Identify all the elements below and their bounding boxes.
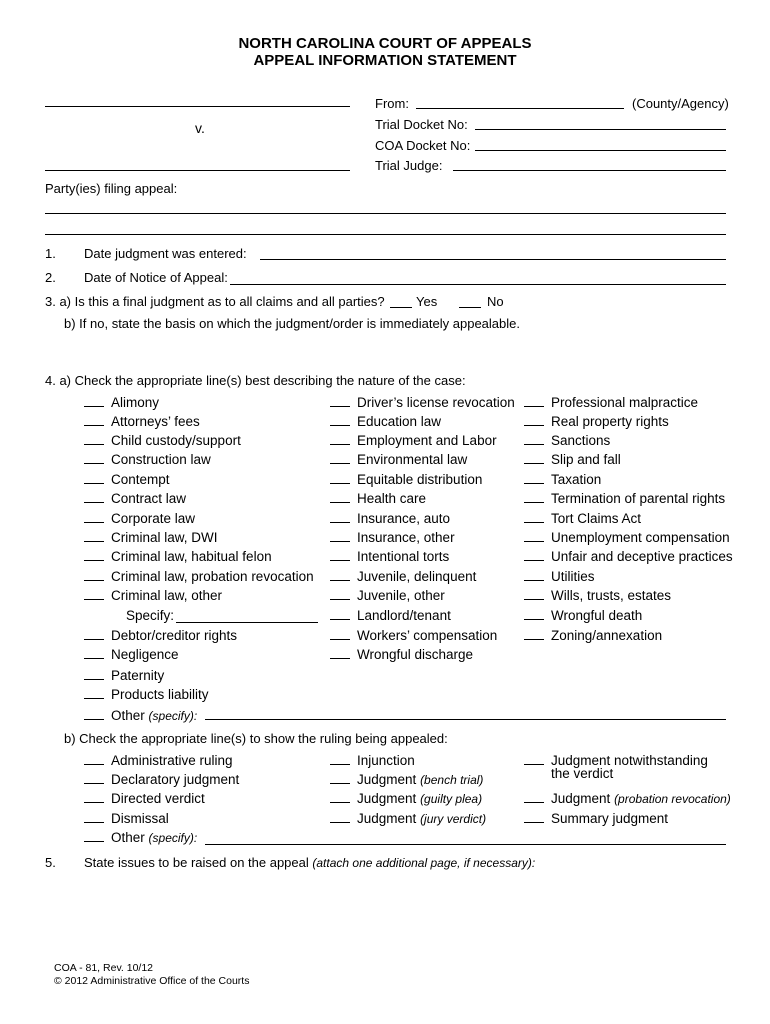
case-type-item[interactable]: Wills, trusts, estates [524,588,671,604]
specify-label: Specify: [126,608,175,623]
ruling-item[interactable]: Judgment (probation revocation) [524,791,731,807]
coa-docket-field[interactable] [475,150,726,151]
case-type-item[interactable]: Contempt [84,472,170,488]
case-type-item[interactable]: Environmental law [330,452,467,468]
ruling-item[interactable]: Judgment (bench trial) [330,772,483,788]
case-type-item[interactable]: Insurance, auto [330,511,450,527]
case-type-item[interactable]: Negligence [84,647,179,663]
q5-number: 5. [45,855,56,870]
parties-label: Party(ies) filing appeal: [45,181,178,196]
case-type-item[interactable]: Workers’ compensation [330,628,497,644]
q2-number: 2. [45,270,56,285]
q2-label: Date of Notice of Appeal: [84,270,228,285]
coa-docket-label: COA Docket No: [375,138,471,153]
yes-blank[interactable] [390,307,412,308]
no-blank[interactable] [459,307,481,308]
ruling-other-field[interactable] [205,844,726,845]
case-type-item[interactable]: Paternity [84,668,164,684]
case-type-item[interactable]: Insurance, other [330,530,455,546]
ruling-item[interactable]: Declaratory judgment [84,772,239,788]
from-label: From: [375,96,409,111]
ruling-item[interactable]: Judgment (guilty plea) [330,791,482,807]
case-type-item[interactable]: Tort Claims Act [524,511,641,527]
date-notice-field[interactable] [230,284,726,285]
versus-label: v. [195,120,205,136]
case-type-item[interactable]: Criminal law, probation revocation [84,569,314,585]
q4a-label: 4. a) Check the appropriate line(s) best describing the nature of the case: [45,373,466,388]
case-type-item[interactable]: Wrongful death [524,608,642,624]
q1-label: Date judgment was entered: [84,246,247,261]
form-id: COA - 81, Rev. 10/12 [54,962,154,974]
case-type-item[interactable]: Corporate law [84,511,195,527]
from-field[interactable] [416,108,624,109]
case-type-item[interactable]: Health care [330,491,426,507]
case-type-item[interactable]: Employment and Labor [330,433,497,449]
case-type-item[interactable]: Alimony [84,395,159,411]
ruling-item[interactable]: Directed verdict [84,791,205,807]
plaintiff-line[interactable] [45,106,350,107]
case-type-item[interactable]: Intentional torts [330,549,449,565]
ruling-item[interactable]: Judgment notwithstanding [524,753,708,769]
copyright: © 2012 Administrative Office of the Courts [54,975,250,987]
trial-judge-field[interactable] [453,170,726,171]
defendant-line[interactable] [45,170,350,171]
case-type-item[interactable]: Wrongful discharge [330,647,473,663]
parties-field-line2[interactable] [45,234,726,235]
case-type-item[interactable]: Attorneys’ fees [84,414,200,430]
case-type-item[interactable]: Criminal law, DWI [84,530,218,546]
case-type-item[interactable]: Unfair and deceptive practices [524,549,733,565]
case-type-item[interactable]: Landlord/tenant [330,608,451,624]
form-title-line2: APPEAL INFORMATION STATEMENT [253,52,517,69]
ruling-other[interactable]: Other (specify): [84,830,197,846]
ruling-item[interactable]: Injunction [330,753,415,769]
case-type-item[interactable]: Products liability [84,687,209,703]
case-type-item[interactable]: Slip and fall [524,452,621,468]
q1-number: 1. [45,246,56,261]
ruling-item-continuation: the verdict [551,766,614,781]
case-type-item[interactable]: Utilities [524,569,595,585]
case-type-item[interactable]: Juvenile, delinquent [330,569,476,585]
case-type-item[interactable]: Driver’s license revocation [330,395,515,411]
case-type-item[interactable]: Equitable distribution [330,472,482,488]
trial-docket-field[interactable] [475,129,726,130]
ruling-item[interactable]: Judgment (jury verdict) [330,811,486,827]
q3a-label: 3. a) Is this a final judgment as to all claims and all parties? [45,294,385,309]
case-type-item[interactable]: Criminal law, habitual felon [84,549,272,565]
case-other-field[interactable] [205,719,726,720]
case-type-item[interactable]: Education law [330,414,441,430]
q4b-label: b) Check the appropriate line(s) to show the ruling being appealed: [64,731,448,746]
case-type-item[interactable]: Debtor/creditor rights [84,628,237,644]
trial-judge-label: Trial Judge: [375,158,443,173]
specify-field[interactable] [176,622,318,623]
ruling-item[interactable]: Dismissal [84,811,169,827]
date-judgment-field[interactable] [260,259,726,260]
case-type-item[interactable]: Criminal law, other [84,588,222,604]
case-type-item[interactable]: Taxation [524,472,601,488]
case-type-item[interactable]: Juvenile, other [330,588,445,604]
case-type-item[interactable]: Professional malpractice [524,395,698,411]
yes-label: Yes [416,294,438,309]
case-type-item[interactable]: Termination of parental rights [524,491,725,507]
q5-label: State issues to be raised on the appeal (attach one additional page, if necessary): [84,855,536,870]
case-type-item[interactable]: Contract law [84,491,186,507]
no-label: No [487,294,504,309]
case-type-other[interactable]: Other (specify): [84,708,197,724]
form-title-line1: NORTH CAROLINA COURT OF APPEALS [238,35,532,52]
case-type-item[interactable]: Real property rights [524,414,669,430]
q3b-label: b) If no, state the basis on which the judgment/order is immediately appealable. [64,316,520,331]
county-agency-label: (County/Agency) [632,96,729,111]
case-type-item[interactable]: Construction law [84,452,211,468]
case-type-item[interactable]: Sanctions [524,433,610,449]
ruling-item[interactable]: Administrative ruling [84,753,233,769]
ruling-item[interactable]: Summary judgment [524,811,668,827]
case-type-item[interactable]: Unemployment compensation [524,530,730,546]
parties-field-line1[interactable] [45,213,726,214]
case-type-item[interactable]: Child custody/support [84,433,241,449]
case-type-item[interactable]: Zoning/annexation [524,628,662,644]
trial-docket-label: Trial Docket No: [375,117,468,132]
